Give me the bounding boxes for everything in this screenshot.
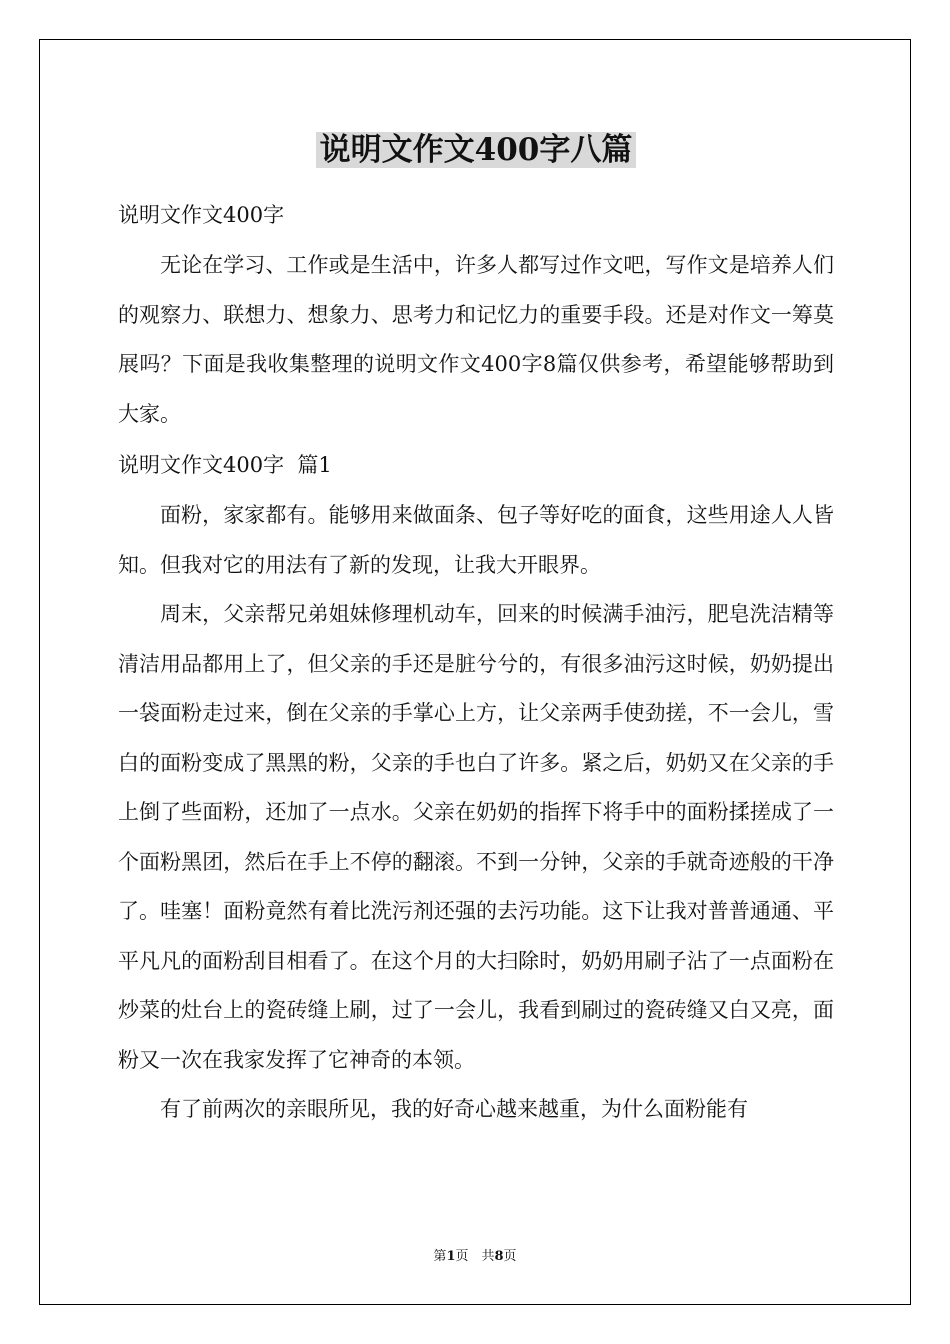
intro-paragraph: 无论在学习、工作或是生活中，许多人都写过作文吧，写作文是培养人们的观察力、联想力、想象力、思考力和记忆力的重要手段。还是对作文一筹莫展吗？下面是我收集整理的说明文作文400字8篇仅供参考，希望能够帮助到大家。 xyxy=(118,253,834,426)
page-footer xyxy=(0,1245,950,1264)
paragraph-2: 周末，父亲帮兄弟姐妹修理机动车，回来的时候满手油污，肥皂洗洁精等清洁用品都用上了，但父亲的手还是脏兮兮的，有很多油污这时候，奶奶提出一袋面粉走过来，倒在父亲的手掌心上方，让父亲两手使劲搓，不一会儿，雪白的面粉变成了黑黑的粉，父亲的手也白了许多。紧之后，奶奶又在父亲的手上倒了些面粉，还加了一点水。父亲在奶奶的指挥下将手中的面粉揉搓成了一个面粉黑团，然后在手上不停的翻滚。不到一分钟，父亲的手就奇迹般的干净了。哇塞！面粉竟然有着比洗污剂还强的去污功能。这下让我对普普通通、平平凡凡的面粉刮目相看了。在这个月的大扫除时，奶奶用刷子沾了一点面粉在炒菜的灶台上的瓷砖缝上刷，过了一会儿，我看到刷过的瓷砖缝又白又亮，面粉又一次在我家发挥了它神奇的本领。 xyxy=(118,602,834,1072)
paragraph-3: 有了前两次的亲眼所见，我的好奇心越来越重，为什么面粉能有 xyxy=(160,1097,748,1121)
section-heading: 说明文作文400字 篇1 xyxy=(118,453,332,477)
footer-mid: 页 共 xyxy=(455,1249,495,1264)
footer-suffix: 页 xyxy=(503,1249,517,1264)
footer-prefix: 第 xyxy=(433,1249,447,1264)
footer-page-number: 1 xyxy=(446,1249,456,1264)
document-title xyxy=(118,125,834,175)
document-subtitle: 说明文作文400字 xyxy=(118,203,285,227)
document-title-text: 说明文作文400字八篇 xyxy=(316,132,637,168)
paragraph-1: 面粉，家家都有。能够用来做面条、包子等好吃的面食，这些用途人人皆知。但我对它的用法有了新的发现，让我大开眼界。 xyxy=(118,503,834,577)
document-body xyxy=(118,125,834,1135)
footer-total-pages: 8 xyxy=(494,1249,504,1264)
